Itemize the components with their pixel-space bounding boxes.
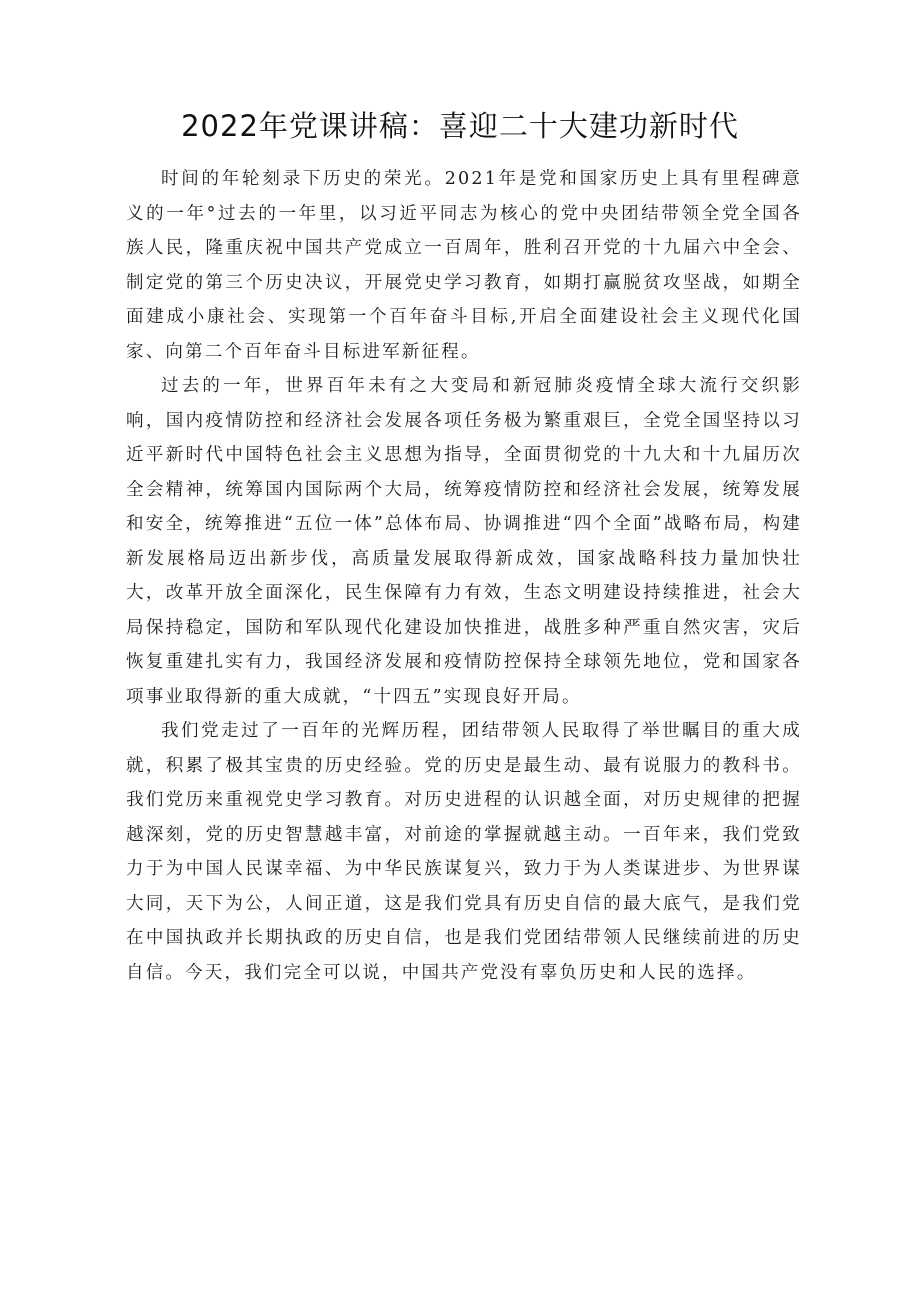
paragraph-1: 时间的年轮刻录下历史的荣光。2021年是党和国家历史上具有里程碑意义的一年°过去的一年里，以习近平同志为核心的党中央团结带领全党全国各族人民，隆重庆祝中国共产党成立一百周年，胜利召开党的十九届六中全会、制定党的第三个历史决议，开展党史学习教育，如期打赢脱贫攻坚战，如期全面建成小康社会、实现第一个百年奋斗目标,开启全面建设社会主义现代化国家、向第二个百年奋斗目标进军新征程。 (126, 169, 802, 362)
document-body (126, 162, 802, 990)
paragraph-2: 过去的一年，世界百年未有之大变局和新冠肺炎疫情全球大流行交织影响，国内疫情防控和经济社会发展各项任务极为繁重艰巨，全党全国坚持以习近平新时代中国特色社会主义思想为指导，全面贯彻党的十九大和十九届历次全会精神，统筹国内国际两个大局，统筹疫情防控和经济社会发展，统筹发展和安全，统筹推进“五位一体”总体布局、协调推进“四个全面”战略布局，构建新发展格局迈出新步伐，高质量发展取得新成效，国家战略科技力量加快壮大，改革开放全面深化，民生保障有力有效，生态文明建设持续推进，社会大局保持稳定，国防和军队现代化建设加快推进，战胜多种严重自然灾害，灾后恢复重建扎实有力，我国经济发展和疫情防控保持全球领先地位，党和国家各项事业取得新的重大成就，“十四五”实现良好开局。 (126, 376, 802, 707)
document-title: 2022年党课讲稿：喜迎二十大建功新时代 (181, 109, 739, 143)
paragraph-3: 我们党走过了一百年的光辉历程，团结带领人民取得了举世瞩目的重大成就，积累了极其宝贵的历史经验。党的历史是最生动、最有说服力的教科书。我们党历来重视党史学习教育。对历史进程的认识越全面，对历史规律的把握越深刻，党的历史智慧越丰富，对前途的掌握就越主动。一百年来，我们党致力于为中国人民谋幸福、为中华民族谋复兴，致力于为人类谋进步、为世界谋大同，天下为公，人间正道，这是我们党具有历史自信的最大底气，是我们党在中国执政并长期执政的历史自信，也是我们党团结带领人民继续前进的历史自信。今天，我们完全可以说，中国共产党没有辜负历史和人民的选择。 (126, 721, 802, 983)
